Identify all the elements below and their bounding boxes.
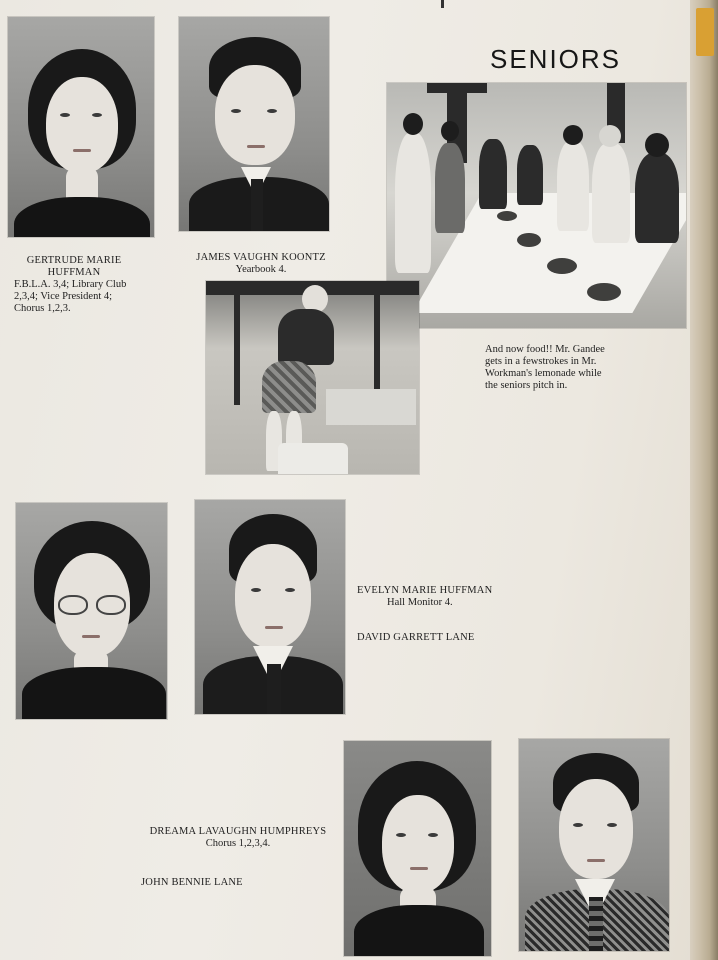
senior-activities-line: Chorus 1,2,3,4.: [205, 838, 271, 849]
caption-evelyn-huffman: [357, 585, 557, 609]
page-title: SENIORS: [490, 44, 622, 74]
senior-name: GERTRUDE MARIE HUFFMAN: [26, 255, 122, 278]
senior-name: DREAMA LAVAUGHN HUMPHREYS: [149, 826, 327, 837]
caption-gertrude-huffman: [14, 255, 164, 315]
picnic-caption-line: gets in a fewstrokes in Mr.: [485, 356, 597, 367]
picnic-caption: [485, 344, 685, 392]
page-mark: [441, 0, 444, 8]
senior-activities-line: Hall Monitor 4.: [387, 597, 453, 608]
picnic-caption-line: Workman's lemonade while: [485, 368, 602, 379]
bookmark-tab: [696, 8, 714, 56]
senior-activities-line: 2,3,4; Vice President 4;: [14, 291, 113, 302]
senior-name: JAMES VAUGHN KOONTZ: [196, 252, 326, 263]
senior-name: EVELYN MARIE HUFFMAN: [357, 585, 493, 596]
caption-james-koontz: [186, 252, 336, 276]
caption-dreama-humphreys: [138, 826, 338, 850]
senior-activities-line: F.B.L.A. 3,4; Library Club: [14, 279, 127, 290]
portrait-james-koontz: [179, 17, 329, 231]
senior-name: JOHN BENNIE LANE: [141, 877, 243, 888]
portrait-evelyn-huffman: [16, 503, 167, 719]
senior-activities-line: Chorus 1,2,3.: [14, 303, 71, 314]
caption-john-lane: [141, 877, 341, 889]
page-stack-edge: [690, 0, 718, 960]
picnic-caption-line: the seniors pitch in.: [485, 380, 568, 391]
picnic-photo-lemonade: [206, 281, 419, 474]
portrait-john-lane: [519, 739, 669, 951]
picnic-photo-serving-line: [387, 83, 686, 328]
senior-activities-line: Yearbook 4.: [235, 264, 287, 275]
portrait-dreama-humphreys: [344, 741, 491, 956]
picnic-caption-line: And now food!! Mr. Gandee: [485, 344, 605, 355]
portrait-gertrude-huffman: [8, 17, 154, 237]
portrait-david-lane: [195, 500, 345, 714]
caption-david-lane: [357, 632, 557, 644]
senior-name: DAVID GARRETT LANE: [357, 632, 475, 643]
